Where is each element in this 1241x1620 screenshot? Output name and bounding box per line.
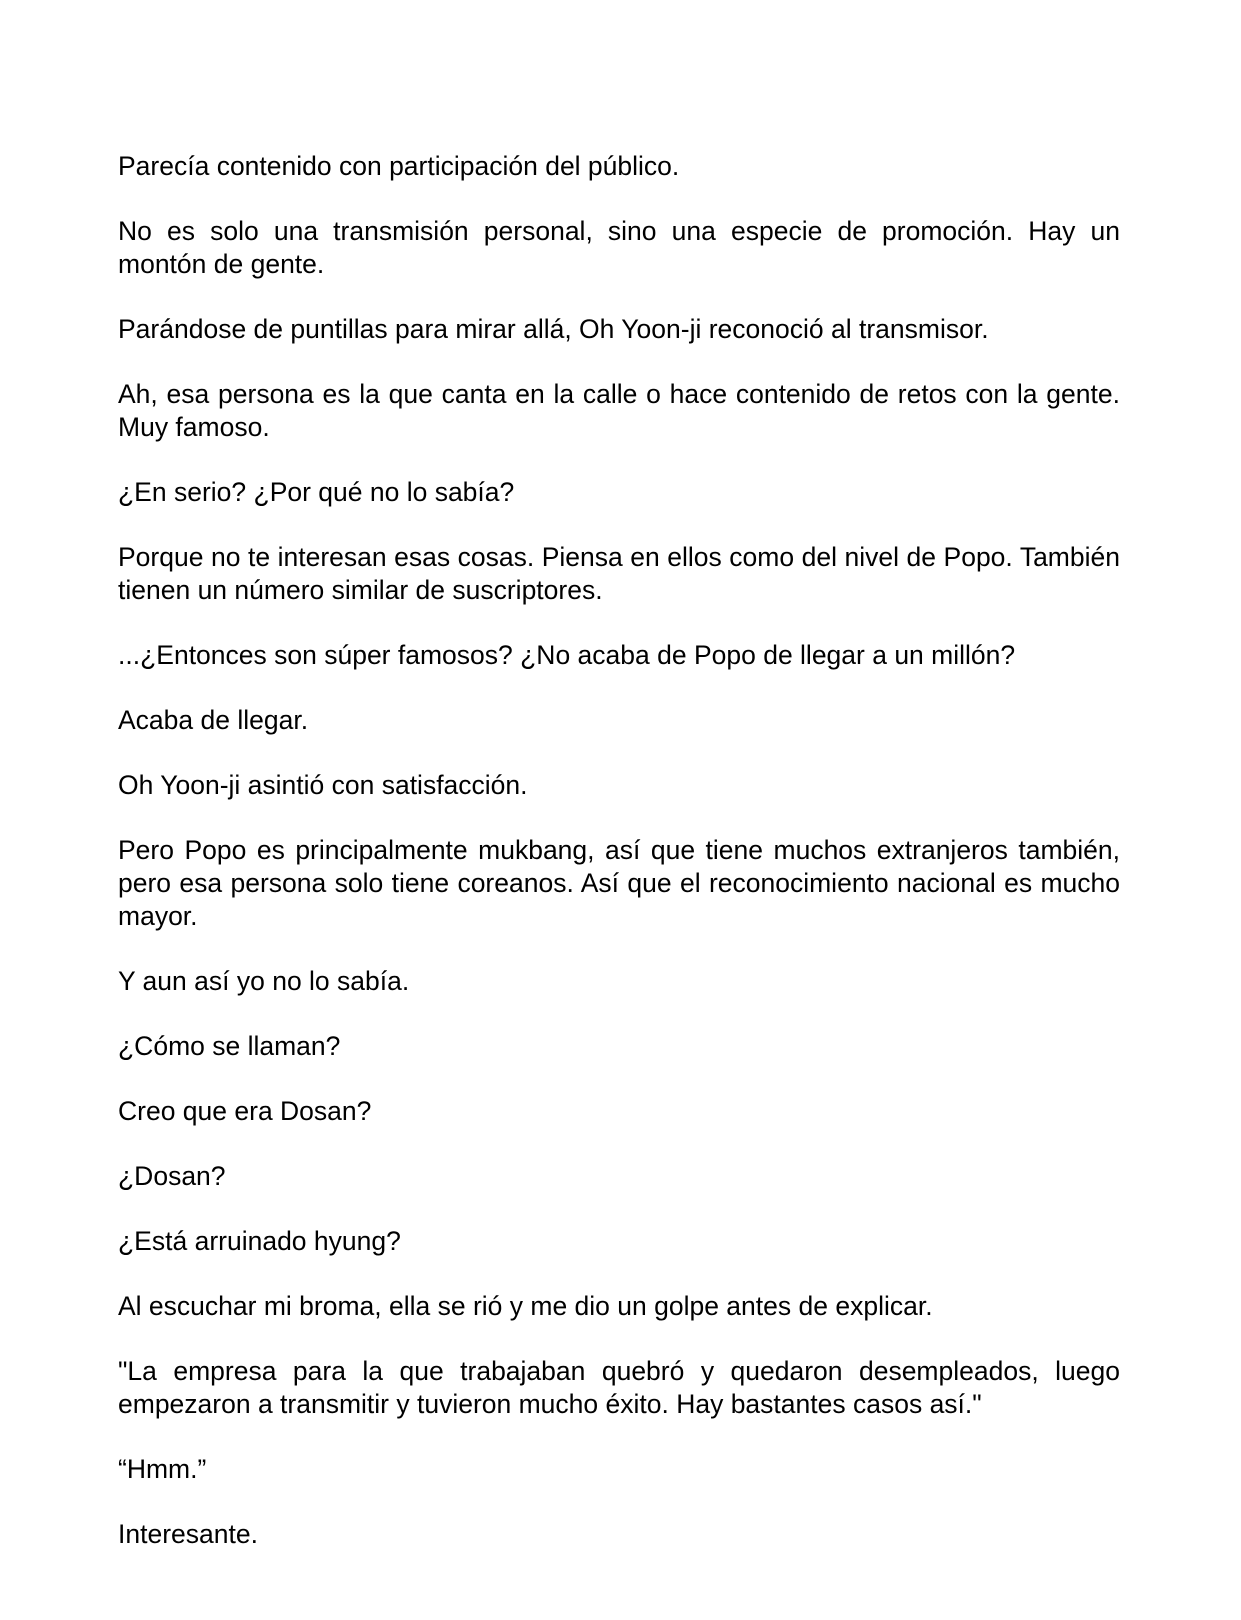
paragraph: Oh Yoon-ji asintió con satisfacción. bbox=[118, 770, 528, 800]
paragraph: Acaba de llegar. bbox=[118, 705, 309, 735]
paragraph: ¿En serio? ¿Por qué no lo sabía? bbox=[118, 477, 515, 507]
paragraph: Pero Popo es principalmente mukbang, así que tiene muchos extranjeros también, pero esa persona solo tiene coreanos. Así que el reconocimiento nacional es mucho mayor. bbox=[118, 835, 1120, 931]
paragraph: ¿Cómo se llaman? bbox=[118, 1031, 341, 1061]
paragraph: Y aun así yo no lo sabía. bbox=[118, 966, 410, 996]
paragraph: Al escuchar mi broma, ella se rió y me dio un golpe antes de explicar. bbox=[118, 1291, 933, 1321]
document-body bbox=[118, 150, 1120, 1583]
paragraph: ¿Está arruinado hyung? bbox=[118, 1226, 401, 1256]
paragraph: Porque no te interesan esas cosas. Piensa en ellos como del nivel de Popo. También tienen un número similar de suscriptores. bbox=[118, 542, 1120, 605]
paragraph: Parecía contenido con participación del público. bbox=[118, 151, 680, 181]
paragraph: Ah, esa persona es la que canta en la calle o hace contenido de retos con la gente. Muy famoso. bbox=[118, 379, 1120, 442]
paragraph: No es solo una transmisión personal, sino una especie de promoción. Hay un montón de gente. bbox=[118, 216, 1120, 279]
paragraph: "La empresa para la que trabajaban quebró y quedaron desempleados, luego empezaron a transmitir y tuvieron mucho éxito. Hay bastantes casos así." bbox=[118, 1356, 1120, 1419]
paragraph: Parándose de puntillas para mirar allá, Oh Yoon-ji reconoció al transmisor. bbox=[118, 314, 989, 344]
paragraph: Creo que era Dosan? bbox=[118, 1096, 372, 1126]
paragraph: “Hmm.” bbox=[118, 1454, 207, 1484]
paragraph: ...¿Entonces son súper famosos? ¿No acaba de Popo de llegar a un millón? bbox=[118, 640, 1016, 670]
paragraph: Interesante. bbox=[118, 1519, 258, 1549]
paragraph: ¿Dosan? bbox=[118, 1161, 226, 1191]
